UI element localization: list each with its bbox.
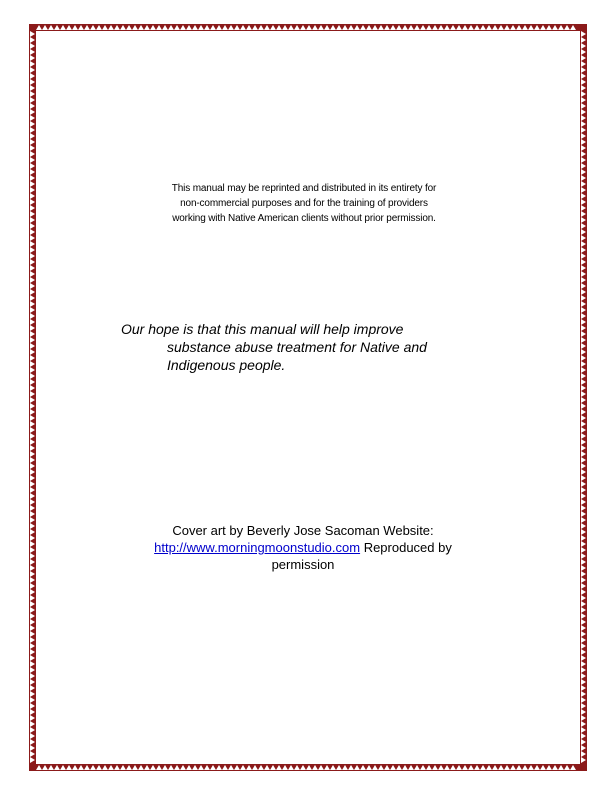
credit-line-1: Cover art by Beverly Jose Sacoman Website: bbox=[172, 523, 434, 538]
credit-reproduced-text: Reproduced by bbox=[360, 540, 452, 555]
hope-statement-line-1: Our hope is that this manual will help improve bbox=[121, 321, 404, 337]
website-link[interactable]: http://www.morningmoonstudio.com bbox=[154, 540, 361, 555]
cover-art-credit bbox=[130, 522, 476, 573]
hope-statement bbox=[121, 320, 501, 374]
credit-line-2 bbox=[130, 539, 476, 556]
permission-notice bbox=[140, 181, 468, 226]
permission-notice-line-3: working with Native American clients without prior permission. bbox=[172, 213, 436, 224]
credit-line-3: permission bbox=[271, 557, 335, 572]
hope-statement-line-3: Indigenous people. bbox=[167, 357, 286, 373]
hope-statement-line-2: substance abuse treatment for Native and bbox=[167, 339, 427, 355]
permission-notice-line-2: non-commercial purposes and for the training of providers bbox=[180, 198, 428, 209]
permission-notice-line-1: This manual may be reprinted and distributed in its entirety for bbox=[171, 183, 437, 194]
